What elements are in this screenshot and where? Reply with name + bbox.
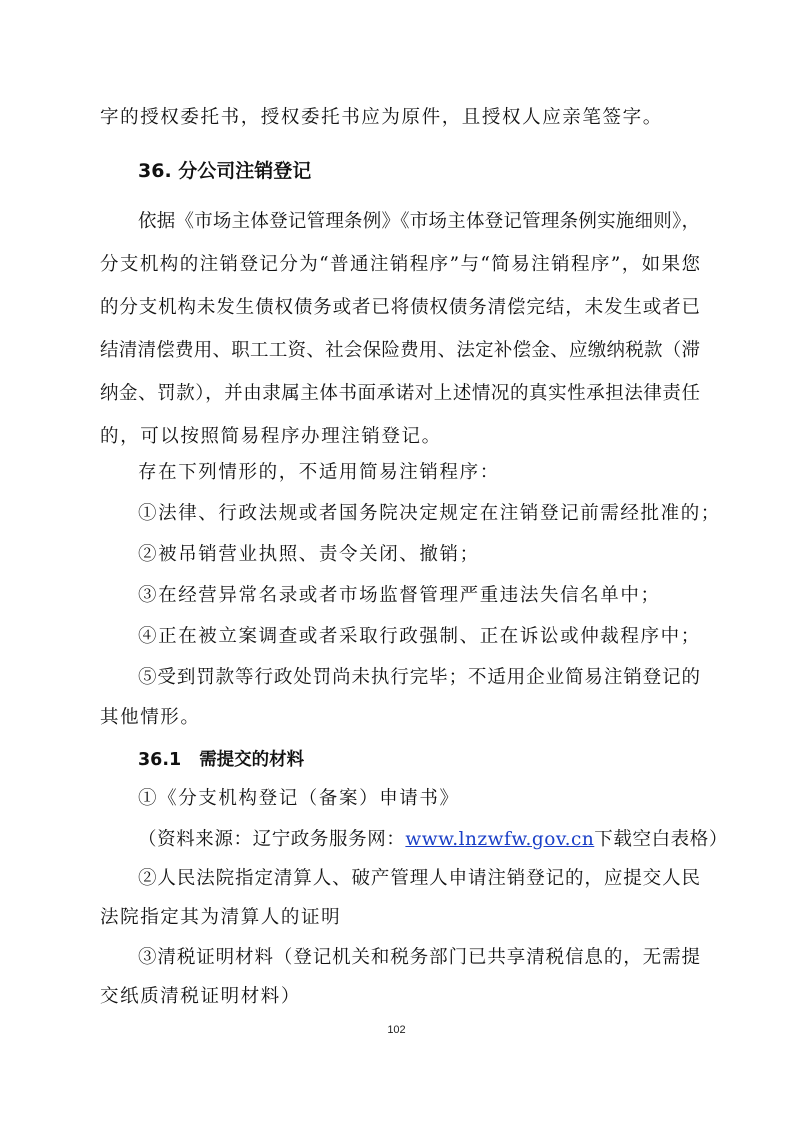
text-line: 依据《市场主体登记管理条例》《市场主体登记管理条例实施细则》， <box>138 211 700 232</box>
subsection-number: 36.1 <box>138 750 182 770</box>
list-item: ③清税证明材料（登记机关和税务部门已共享清税信息的，无需提 <box>138 947 700 968</box>
list-item: ②人民法院指定清算人、破产管理人申请注销登记的，应提交人民 <box>138 868 700 889</box>
list-item: ①《分支机构登记（备案）申请书》 <box>138 788 460 809</box>
list-item: ④正在被立案调查或者采取行政强制、正在诉讼或仲裁程序中； <box>138 626 701 647</box>
source-prefix: （资料来源：辽宁政务服务网： <box>138 829 406 850</box>
list-item: ⑤受到罚款等行政处罚尚未执行完毕；不适用企业简易注销登记的 <box>138 667 700 688</box>
page-number: 102 <box>387 1024 406 1036</box>
list-item: ③在经营异常名录或者市场监督管理严重违法失信名单中； <box>138 585 661 606</box>
text-line: 的分支机构未发生债权债务或者已将债权债务清偿完结，未发生或者已 <box>100 297 700 318</box>
text-line: 结清清偿费用、职工工资、社会保险费用、法定补偿金、应缴纳税款（滞 <box>100 340 700 361</box>
subsection-title: 需提交的材料 <box>199 750 305 770</box>
text-line: 纳金、罚款），并由隶属主体书面承诺对上述情况的真实性承担法律责任 <box>100 383 700 404</box>
section-heading: 36. 分公司注销登记 <box>138 160 312 182</box>
list-item: ①法律、行政法规或者国务院决定规定在注销登记前需经批准的； <box>138 503 721 524</box>
text-line: 分支机构的注销登记分为“普通注销程序”与“简易注销程序”，如果您 <box>100 254 700 275</box>
list-item: ②被吊销营业执照、责令关闭、撤销； <box>138 544 480 565</box>
subsection-heading <box>138 748 304 772</box>
source-note <box>138 828 728 852</box>
source-link[interactable]: www.lnzwfw.gov.cn <box>405 829 595 850</box>
text-line: 其他情形。 <box>100 707 201 728</box>
text-line: 法院指定其为清算人的证明 <box>100 907 342 928</box>
text-line: 字的授权委托书，授权委托书应为原件，且授权人应亲笔签字。 <box>100 107 663 128</box>
text-line: 交纸质清税证明材料） <box>100 986 302 1007</box>
text-line: 的，可以按照简易程序办理注销登记。 <box>100 426 442 447</box>
source-suffix: 下载空白表格） <box>594 829 728 850</box>
text-line: 存在下列情形的，不适用简易注销程序： <box>138 462 500 483</box>
